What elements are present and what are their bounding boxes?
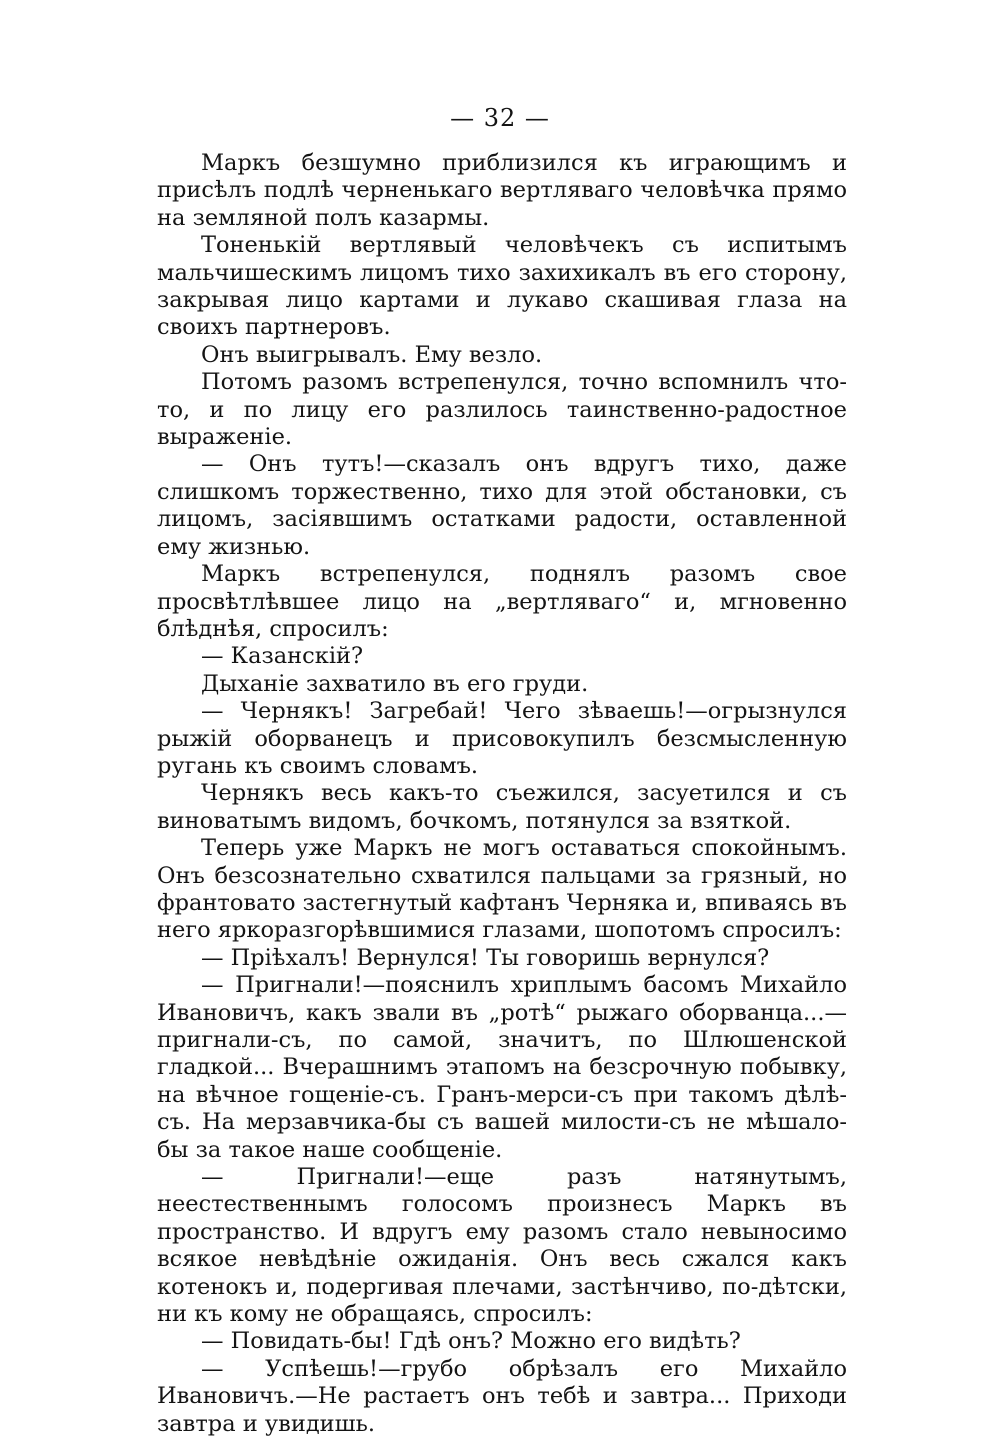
paragraph: Маркъ безшумно приблизился къ играющимъ и присѣлъ подлѣ черненькаго вертляваго человѣчка прямо на земляной полъ казармы. xyxy=(157,150,847,231)
paragraph: — Пригнали!—пояснилъ хриплымъ басомъ Михайло Ивановичъ, какъ звали въ „ротѣ“ рыжаго оборванца...—пригнали-съ, по самой, значитъ, по Шлюшенской гладкой... Вчерашнимъ этапомъ на безсрочную побывку, на вѣчное гощеніе-съ. Гранъ-мерси-съ при такомъ дѣлѣ-съ. На мерзавчика-бы съ вашей милости-съ не мѣшало-бы за такое наше сообщеніе. xyxy=(157,972,847,1163)
paragraph: — Казанскій? xyxy=(201,643,364,670)
paragraph: — Успѣешь!—грубо обрѣзалъ его Михайло Ивановичъ.—Не растаетъ онъ тебѣ и завтра... Приходи завтра и увидишь. xyxy=(157,1355,847,1437)
page-number: — 32 — xyxy=(450,104,550,132)
body-text xyxy=(157,150,847,1438)
paragraph: Онъ выигрывалъ. Ему везло. xyxy=(201,341,543,368)
paragraph: Теперь уже Маркъ не могъ оставаться спокойнымъ. Онъ безсознательно схватился пальцами за грязный, но франтовато застегнутый кафтанъ Черняка и, впиваясь въ него яркоразгорѣвшимися глазами, шопотомъ спросилъ: xyxy=(157,835,847,944)
paragraph: Чернякъ весь какъ-то съежился, засуетился и съ виноватымъ видомъ, бочкомъ, потянулся за взяткой. xyxy=(157,780,847,834)
paragraph: Тоненькій вертлявый человѣчекъ съ испитымъ мальчишескимъ лицомъ тихо захихикалъ въ его сторону, закрывая лицо картами и лукаво скашивая глаза на своихъ партнеровъ. xyxy=(157,232,847,341)
paragraph: — Чернякъ! Загребай! Чего зѣваешь!—огрызнулся рыжій оборванецъ и присовокупилъ безсмысленную ругань къ своимъ словамъ. xyxy=(157,698,847,779)
paragraph: — Пригнали!—еще разъ натянутымъ, неестественнымъ голосомъ произнесъ Маркъ въ пространство. И вдругъ ему разомъ стало невыносимо всякое невѣдѣніе ожиданія. Онъ весь сжался какъ котенокъ и, подергивая плечами, застѣнчиво, по-дѣтски, ни къ кому не обращаясь, спросилъ: xyxy=(157,1164,847,1328)
paragraph: Потомъ разомъ встрепенулся, точно вспомнилъ что-то, и по лицу его разлилось таинственно-радостное выраженіе. xyxy=(157,369,847,451)
paragraph: Маркъ встрепенулся, поднялъ разомъ свое просвѣтлѣвшее лицо на „вертляваго“ и, мгновенно блѣднѣя, спросилъ: xyxy=(157,561,847,642)
paragraph: Дыханіе захватило въ его груди. xyxy=(201,670,589,697)
paragraph: — Онъ тутъ!—сказалъ онъ вдругъ тихо, даже слишкомъ торжественно, тихо для этой обстановки, съ лицомъ, засіявшимъ остатками радости, оставленной ему жизнью. xyxy=(157,451,847,560)
paragraph: — Повидать-бы! Гдѣ онъ? Можно его видѣть? xyxy=(201,1328,741,1355)
paragraph: — Пріѣхалъ! Вернулся! Ты говоришь вернулся? xyxy=(201,944,770,971)
